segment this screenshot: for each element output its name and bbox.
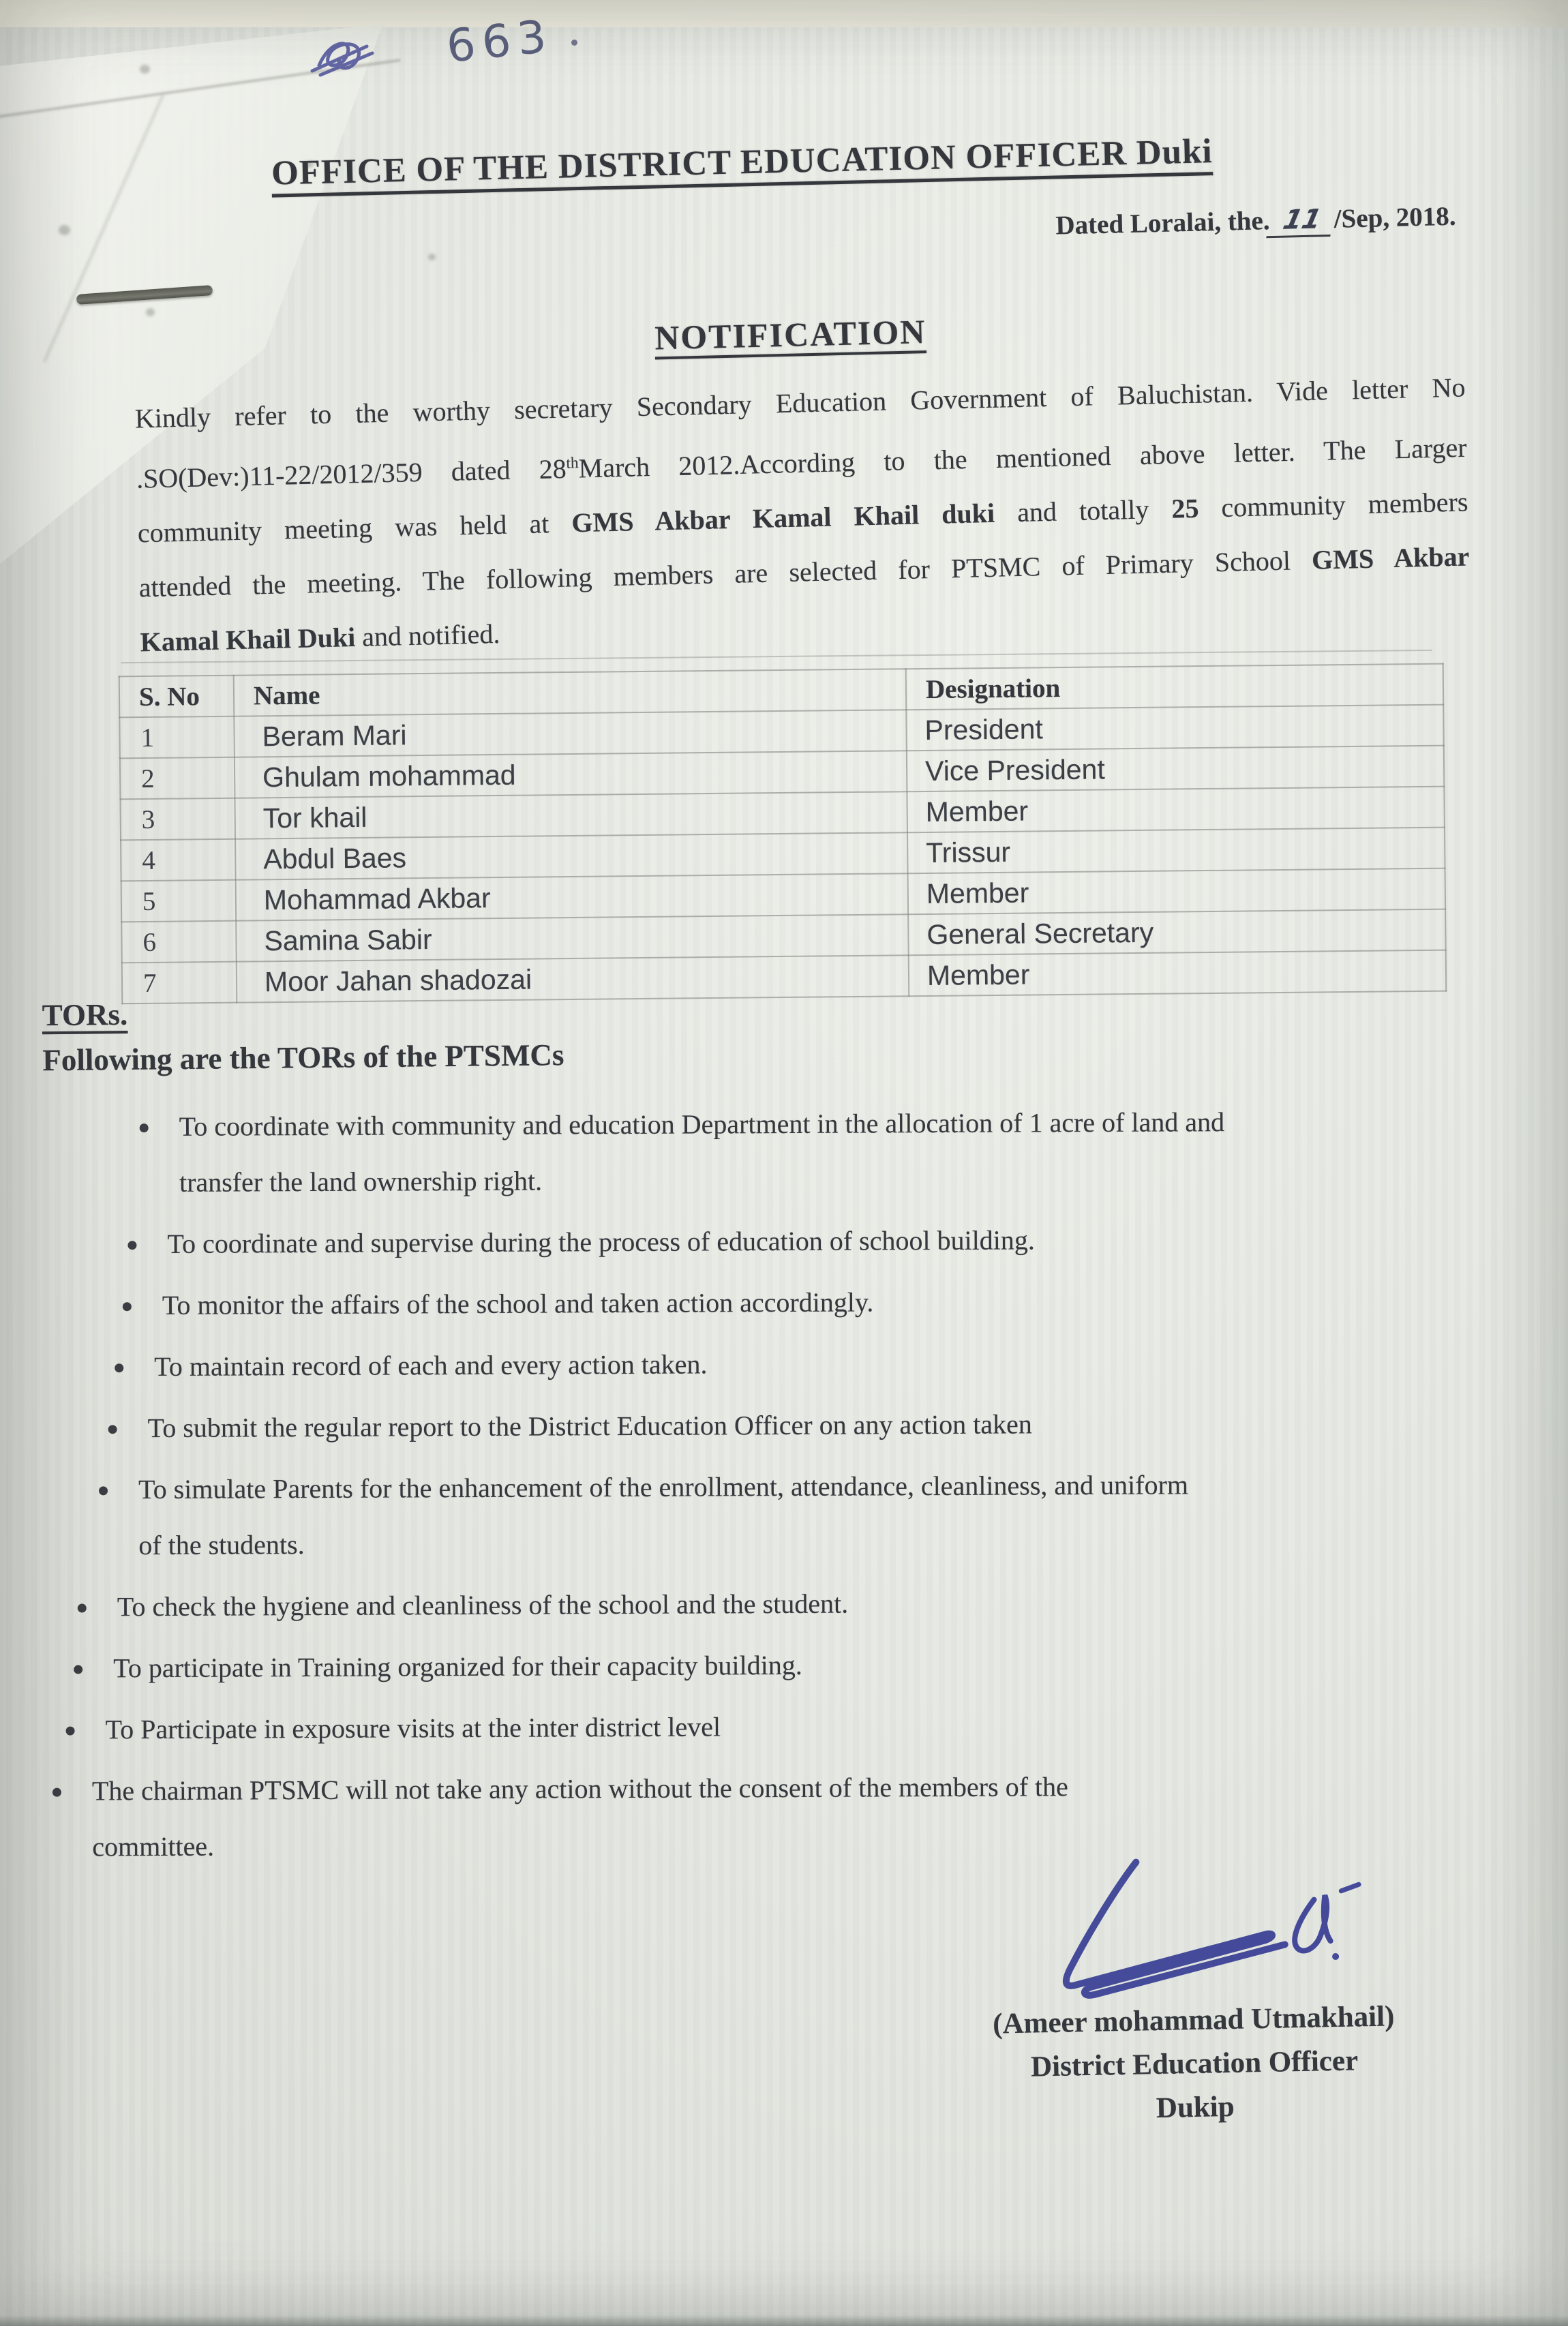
cell-name: Beram Mari [234,710,907,757]
members-table-section [119,663,1446,1005]
cell-designation: Member [909,950,1447,997]
signatory-name: (Ameer mohammad Utmakhail) [992,2000,1395,2040]
cell-sno: 6 [121,921,237,963]
tor-item: To check the hygiene and cleanliness of the school and the student. [76,1573,1538,1635]
tors-heading-section [42,982,1508,1078]
signature-mark [978,1852,1403,2006]
tor-item: To maintain record of each and every action taken. [113,1333,1537,1395]
paragraph-line: attended the meeting. The following members are selected for PTSMC of Primary School GMS Akbar [138,541,1470,603]
cell-designation: Member [908,869,1446,915]
tors-list-section [36,1093,1539,1881]
cell-name: Moor Jahan shadozai [237,955,909,1002]
date-prefix: Dated Loralai, the. [1055,206,1271,241]
signatory-title: District Education Officer [1030,2044,1359,2083]
tor-item: To simulate Parents for the enhancement of the enrollment, attendance, cleanliness, and uniform of the students. [97,1455,1538,1573]
cell-name: Mohammad Akbar [236,873,909,920]
handwritten-number: 663 [444,10,556,73]
cell-sno: 3 [120,798,235,841]
cell-designation: Vice President [907,746,1445,792]
cell-name: Ghulam mohammad [235,751,907,798]
tors-subheading: Following are the TORs of the PTSMCs [42,1038,564,1078]
handwritten-day: 11 [1266,204,1338,238]
members-table [119,663,1447,1005]
cell-sno: 2 [120,757,235,800]
paragraph-line: .SO(Dev:)11-22/2012/359 dated 28thMarch 2012.According to the mentioned above letter. The Larger [136,432,1468,494]
tor-item: To submit the regular report to the District Education Officer on any action taken [106,1394,1537,1456]
signatory-place: Dukip [1156,2090,1235,2125]
tor-item: To coordinate with community and education Department in the allocation of 1 acre of land and transfer the land ownership right. [138,1093,1537,1211]
cell-designation: General Secretary [908,909,1446,956]
date-line [740,201,1456,251]
cell-sno: 1 [119,716,235,759]
paragraph-line: Kamal Khail Duki and notified. [140,618,500,658]
cell-designation: Member [907,787,1445,833]
column-header: Name [234,669,907,716]
cell-name: Abdul Baes [235,832,908,879]
cell-name: Samina Sabir [236,914,909,961]
tor-item: To Participate in exposure visits at the inter district level [64,1695,1538,1757]
cell-sno: 7 [122,962,237,1004]
members-table-body [119,705,1446,1004]
paragraph-line: Kindly refer to the worthy secretary Secondary Education Government of Baluchistan. Vide letter No [134,372,1466,434]
tor-item: To monitor the affairs of the school and taken action accordingly. [121,1271,1537,1333]
column-header: Designation [906,664,1444,710]
cell-name: Tor khail [235,791,907,839]
cell-designation: President [906,705,1444,751]
tor-item: To participate in Training organized for their capacity building. [72,1634,1538,1696]
tor-item: To coordinate and supervise during the process of education of school building. [126,1210,1536,1272]
body-paragraph [134,360,1471,669]
tors-heading: TORs. [42,997,128,1033]
column-header: S. No [119,676,235,718]
tors-list [36,1093,1539,1875]
signature-section [897,1846,1489,2135]
cell-sno: 4 [121,839,236,881]
tor-item: The chairman PTSMC will not take any action without the consent of the members of the committee. [51,1757,1539,1875]
cell-sno: 5 [121,880,237,922]
office-title: OFFICE OF THE DISTRICT EDUCATION OFFICER Duki [271,132,1213,193]
notification-heading: NOTIFICATION [654,312,926,357]
paragraph-line: community meeting was held at GMS Akbar Kamal Khail duki and totally 25 community members [137,486,1468,549]
cell-designation: Trissur [907,828,1445,874]
date-suffix: /Sep, 2018. [1333,201,1457,234]
